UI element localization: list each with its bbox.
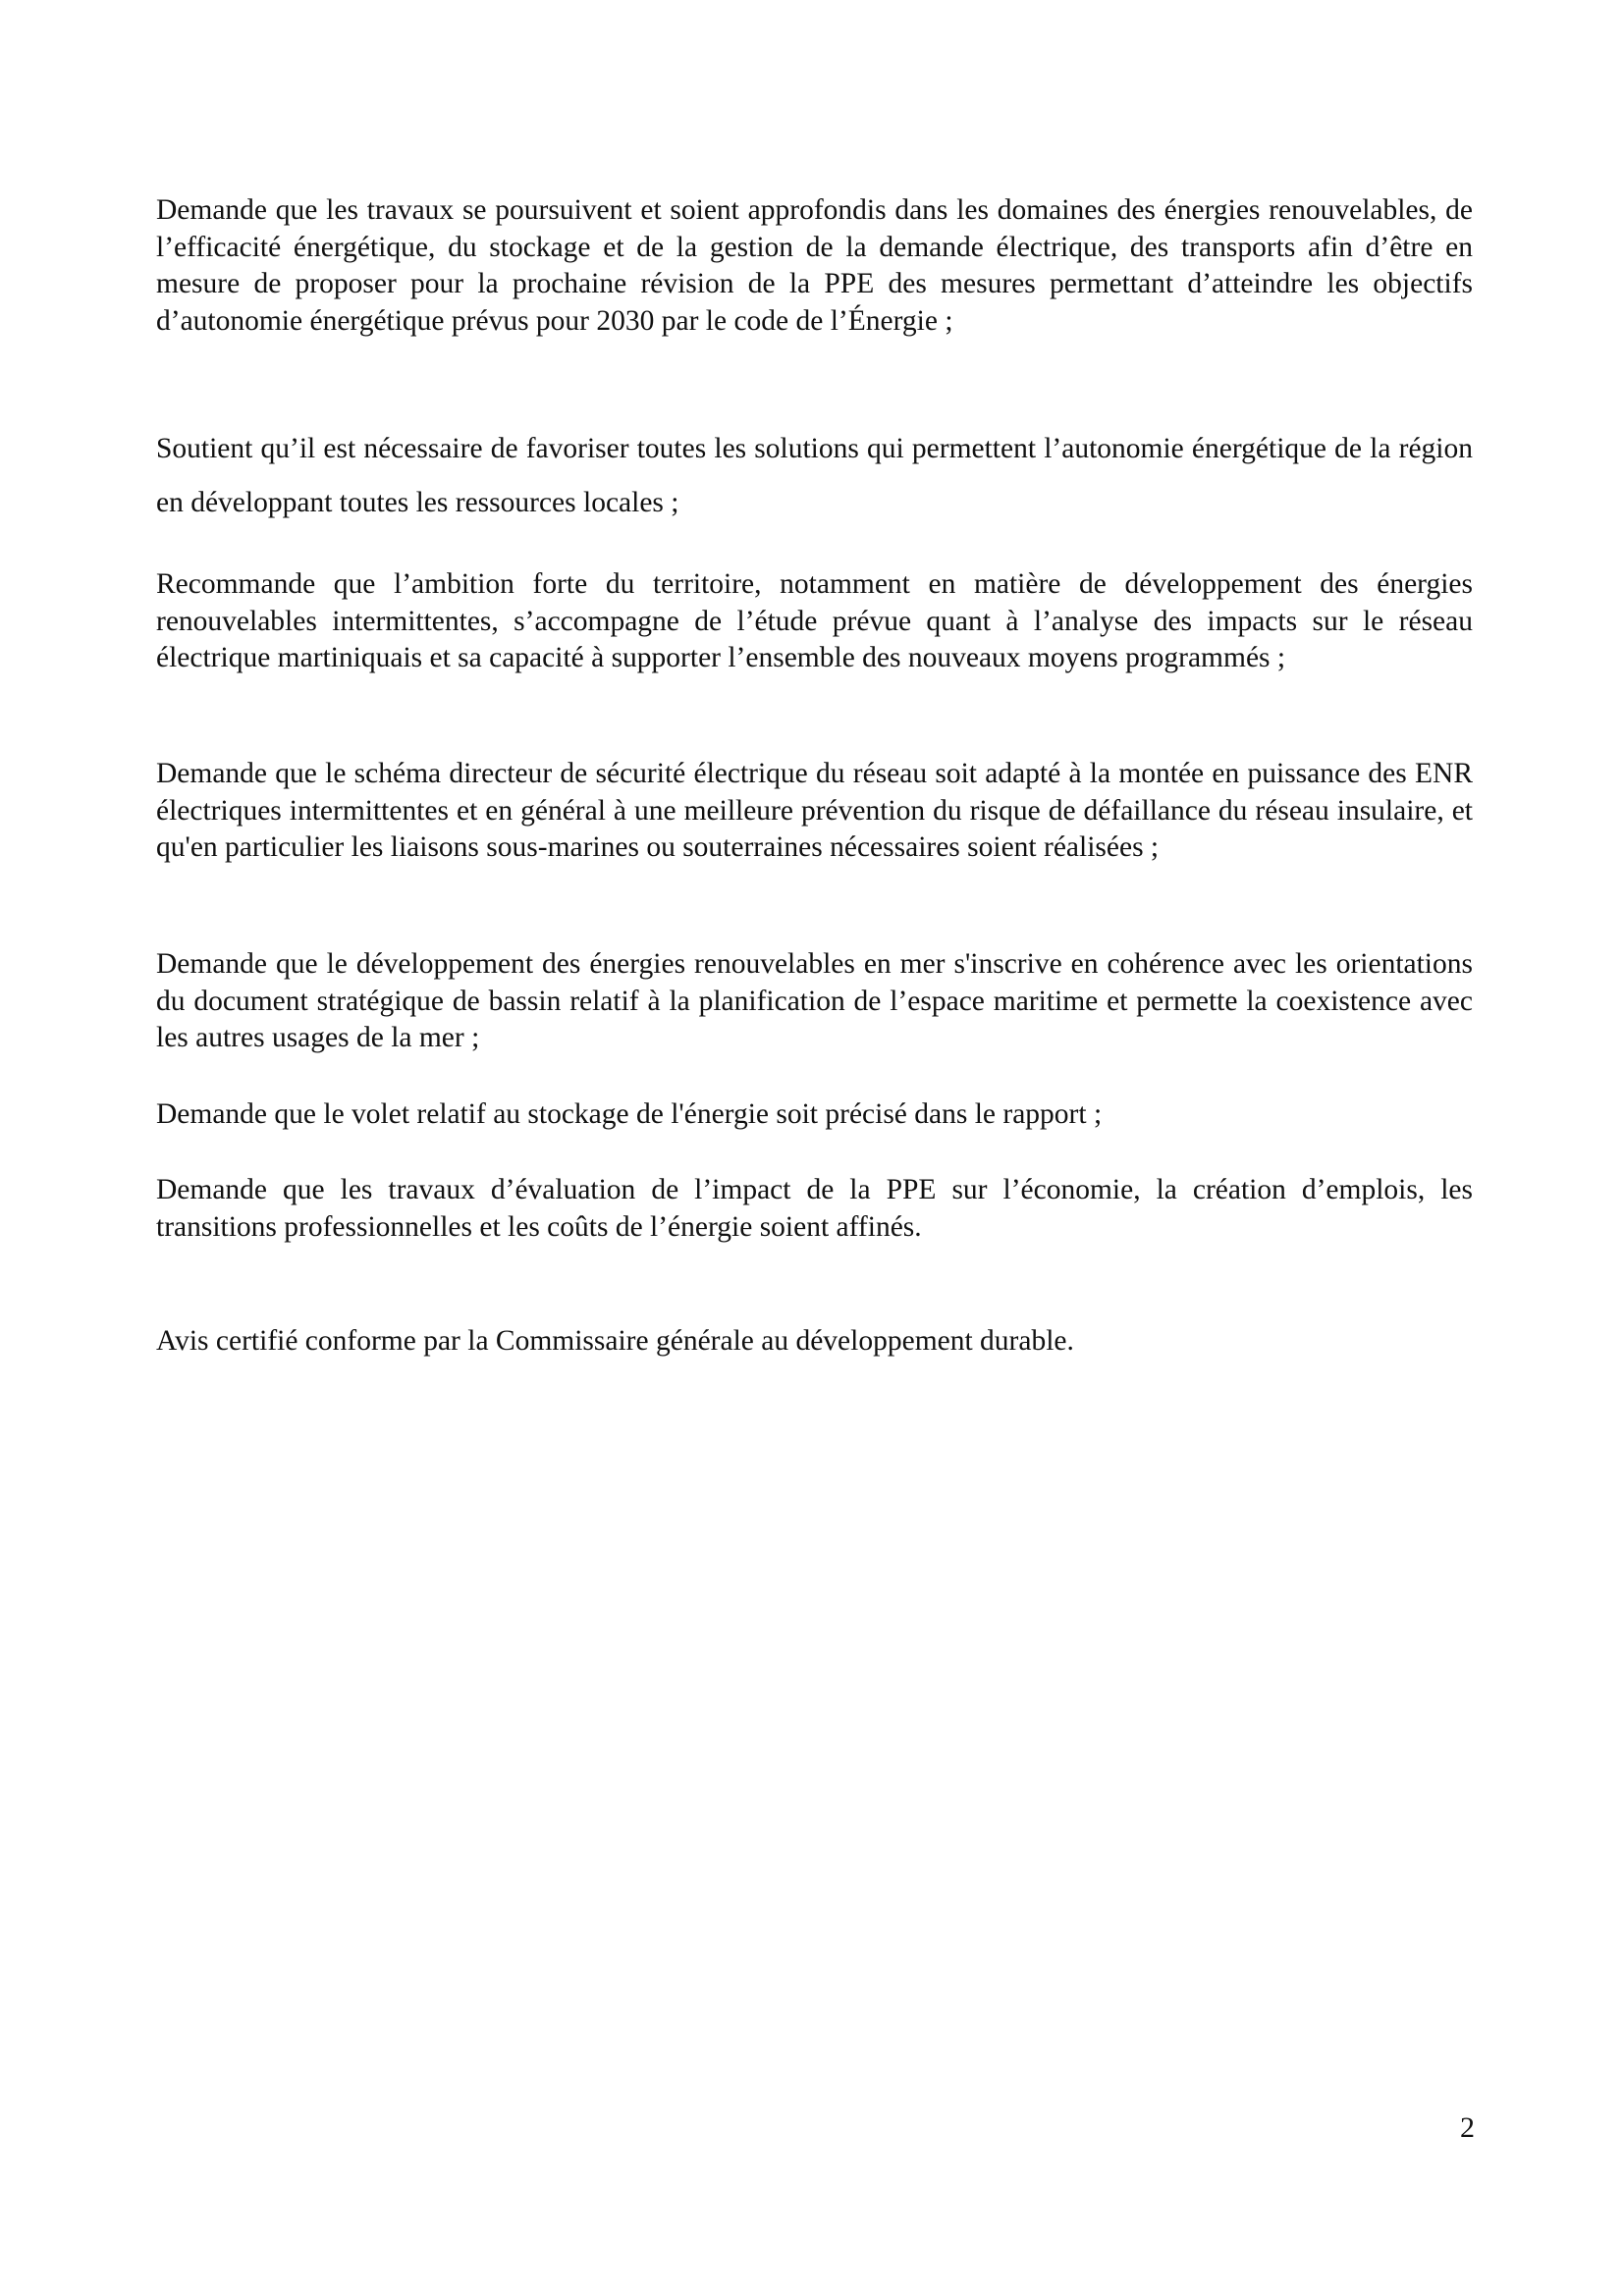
paragraph-offshore-renewables: Demande que le développement des énergies renouvelables en mer s'inscrive en cohérence avec les orientations du document stratégique de bassin relatif à la planification de l’espace maritime et permette la coexistence avec les autres usages de la mer ; <box>156 948 1473 1053</box>
paragraph-energy-storage: Demande que le volet relatif au stockage de l'énergie soit précisé dans le rapport ; <box>156 1098 1103 1130</box>
paragraph-economic-impact: Demande que les travaux d’évaluation de l’impact de la PPE sur l’économie, la création d’emplois, les transitions professionnelles et les coûts de l’énergie soient affinés. <box>156 1174 1473 1243</box>
paragraph-grid-impact-study: Recommande que l’ambition forte du territoire, notamment en matière de développement des énergies renouvelables intermittentes, s’accompagne de l’étude prévue quant à l’analyse des impacts sur le réseau électrique martiniquais et sa capacité à supporter l’ensemble des nouveaux moyens programmés ; <box>156 568 1473 673</box>
paragraph-energy-autonomy: Soutient qu’il est nécessaire de favoriser toutes les solutions qui permettent l’autonomie énergétique de la région en développant toutes les ressources locales ; <box>156 433 1473 518</box>
page-number: 2 <box>1460 2111 1475 2144</box>
paragraph-electrical-safety-plan: Demande que le schéma directeur de sécurité électrique du réseau soit adapté à la montée en puissance des ENR électriques intermittentes et en général à une meilleure prévention du risque de défaillance du réseau insulaire, et qu'en particulier les liaisons sous-marines ou souterraines nécessaires soient réalisées ; <box>156 758 1473 863</box>
paragraph-certification: Avis certifié conforme par la Commissaire générale au développement durable. <box>156 1325 1074 1357</box>
paragraph-research-continuation: Demande que les travaux se poursuivent et soient approfondis dans les domaines des énergies renouvelables, de l’efficacité énergétique, du stockage et de la gestion de la demande électrique, des transports afin d’être en mesure de proposer pour la prochaine révision de la PPE des mesures permettant d’atteindre les objectifs d’autonomie énergétique prévus pour 2030 par le code de l’Énergie ; <box>156 194 1473 337</box>
